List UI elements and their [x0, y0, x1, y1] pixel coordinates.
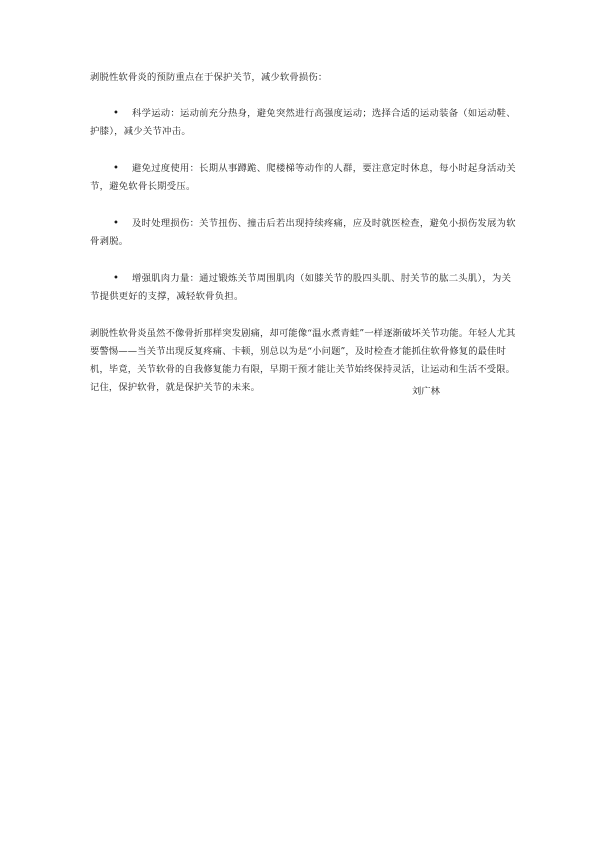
intro-paragraph: 剥脱性软骨炎的预防重点在于保护关节，减少软骨损伤： [90, 72, 328, 83]
conclusion-paragraph: 剥脱性软骨炎虽然不像骨折那样突发剧痛，却可能像“温水煮青蛙”一样逐渐破坏关节功能。年轻人尤其要警惕——当关节出现反复疼痛、卡顿，别总以为是“小问题”，及时检查才能抓住软骨修复的最佳时机，毕竟，关节软骨的自我修复能力有限，早期干预才能让关节始终保持灵活，让运动和生活不受限。记住，保护软骨，就是保护关节的未来。 [90, 328, 516, 393]
bullet-item-muscle [90, 270, 518, 306]
bullet-item-injury [90, 215, 518, 251]
bullet-dot-icon: • [113, 273, 119, 284]
bullet-dot-icon: • [113, 218, 119, 229]
bullet-item-overuse [90, 160, 518, 196]
bullet-dot-icon: • [113, 163, 119, 174]
bullet-text: 避免过度使用：长期从事蹲跪、爬楼梯等动作的人群，要注意定时休息，每小时起身活动关节，避免软骨长期受压。 [90, 163, 516, 192]
bullet-text: 增强肌肉力量：通过锻炼关节周围肌肉（如膝关节的股四头肌、肘关节的肱二头肌），为关节提供更好的支撑，减轻软骨负担。 [90, 273, 512, 302]
bullet-text: 及时处理损伤：关节扭伤、撞击后若出现持续疼痛，应及时就医检查，避免小损伤发展为软骨剥脱。 [90, 218, 516, 247]
bullet-dot-icon: • [113, 108, 119, 119]
bullet-text: 科学运动：运动前充分热身，避免突然进行高强度运动；选择合适的运动装备（如运动鞋、护膝），减少关节冲击。 [90, 108, 516, 137]
document-body [90, 69, 518, 397]
author-signature: 刘广林 [412, 386, 440, 397]
bullet-item-sport [90, 105, 518, 141]
